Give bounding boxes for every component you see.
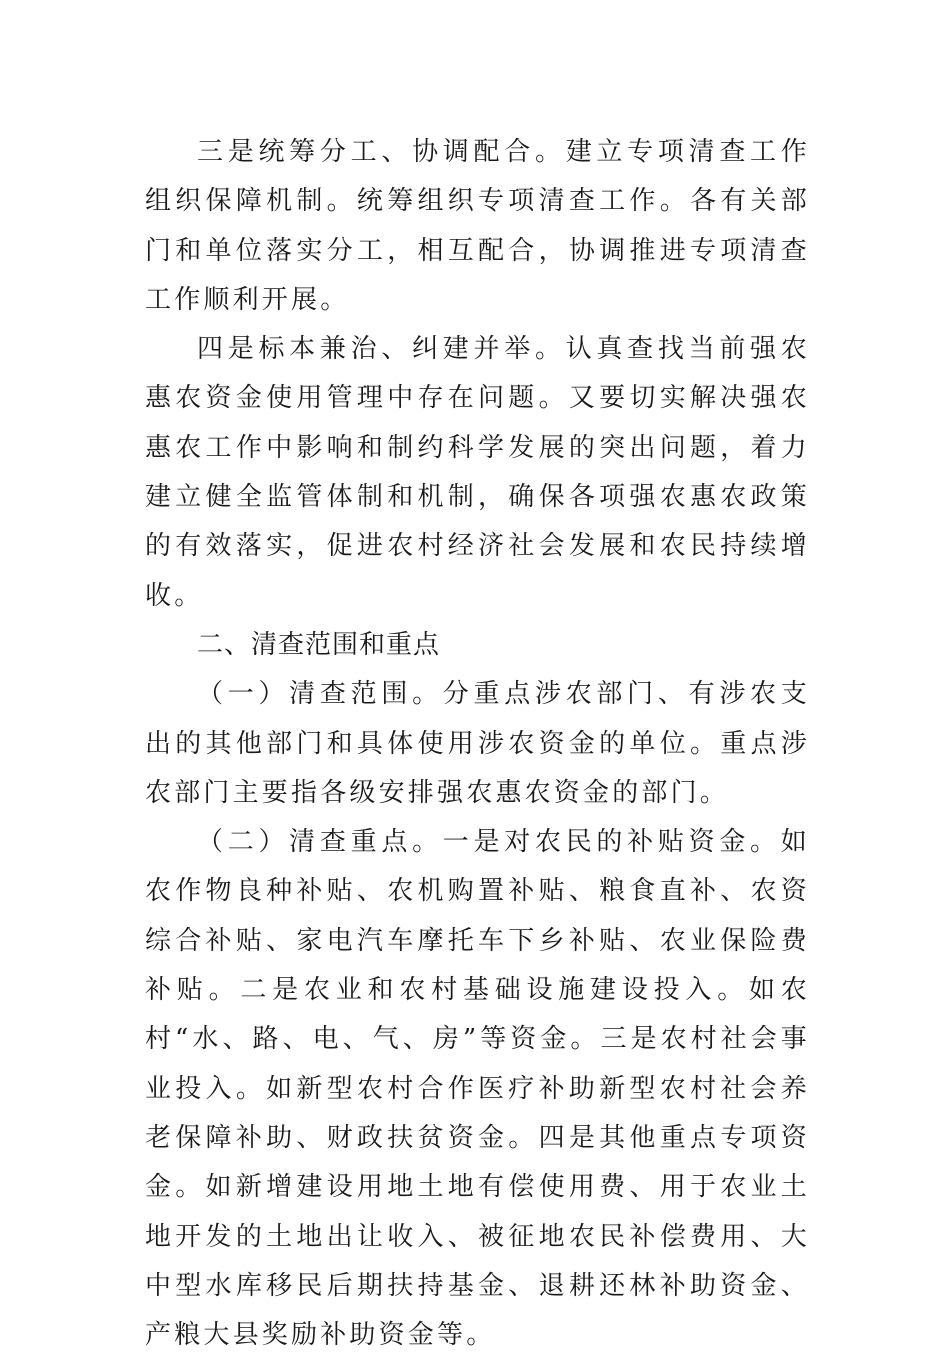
paragraph-overall-coordination: 三是统筹分工、协调配合。建立专项清查工作组织保障机制。统筹组织专项清查工作。各有关部门和单位落实分工，相互配合，协调推进专项清查工作顺利开展。 (145, 137, 810, 315)
section-heading-scope-and-focus: 二、清查范围和重点 (197, 629, 441, 660)
paragraph-root-and-symptom: 四是标本兼治、纠建并举。认真查找当前强农惠农资金使用管理中存在问题。又要切实解决强农惠农工作中影响和制约科学发展的突出问题，着力建立健全监管体制和机制，确保各项强农惠农政策的有效落实，促进农村经济社会发展和农民持续增收。 (145, 334, 810, 611)
paragraph-inspection-scope: （一）清查范围。分重点涉农部门、有涉农支出的其他部门和具体使用涉农资金的单位。重点涉农部门主要指各级安排强农惠农资金的部门。 (145, 679, 810, 808)
document-body (145, 128, 810, 1360)
paragraph-inspection-focus: （二）清查重点。一是对农民的补贴资金。如农作物良种补贴、农机购置补贴、粮食直补、农资综合补贴、家电汽车摩托车下乡补贴、农业保险费补贴。二是农业和农村基础设施建设投入。如农村“水、路、电、气、房”等资金。三是农村社会事业投入。如新型农村合作医疗补助新型农村社会养老保障补助、财政扶贫资金。四是其他重点专项资金。如新增建设用地土地有偿使用费、用于农业土地开发的土地出让收入、被征地农民补偿费用、大中型水库移民后期扶持基金、退耕还林补助资金、产粮大县奖励补助资金等。 (145, 827, 810, 1351)
